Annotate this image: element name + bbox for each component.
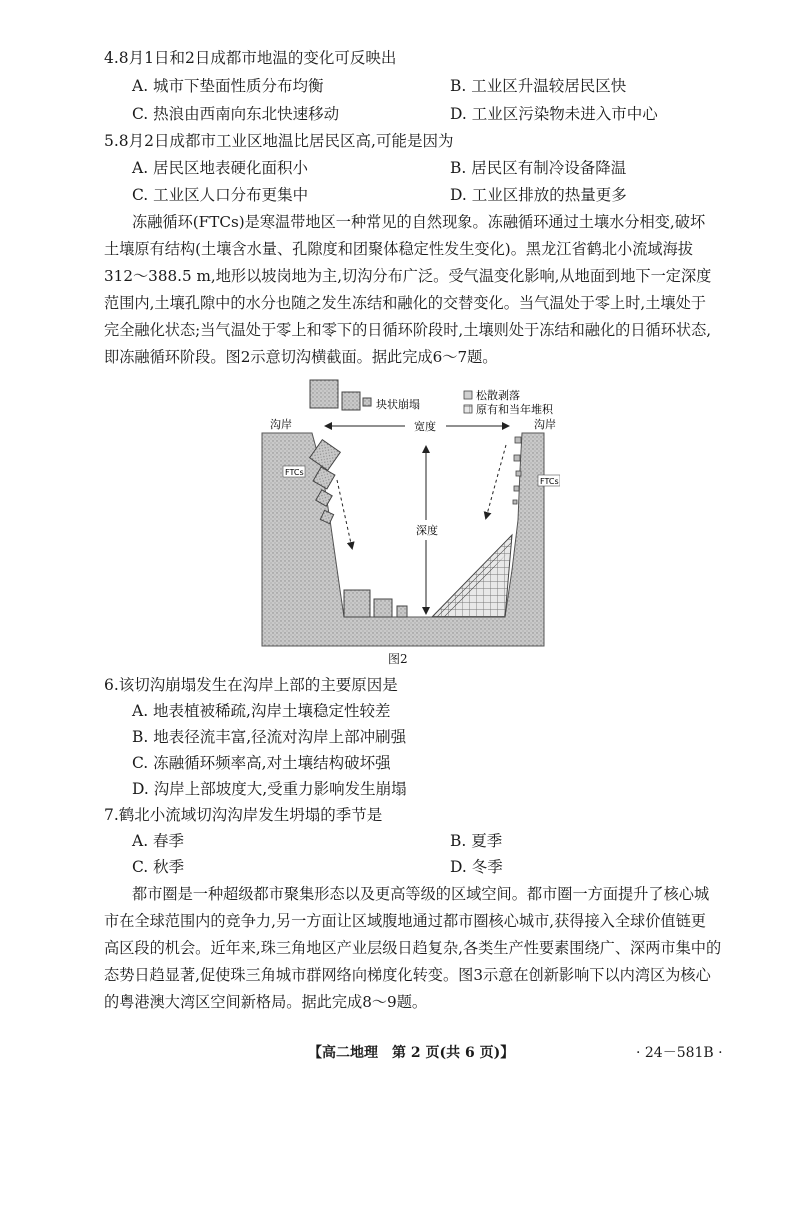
q7-option-c: C. 秋季 xyxy=(132,858,185,876)
passage2-line-3: 高区段的机会。近年来,珠三角地区产业层级日趋复杂,各类生产性要素围绕广、深两市集中的 xyxy=(104,939,722,957)
passage2-line-1: 都市圈是一种超级都市聚集形态以及更高等级的区域空间。都市圈一方面提升了核心城 xyxy=(132,885,710,903)
figure-caption: 图2 xyxy=(388,652,408,666)
passage1-line-4: 范围内,土壤孔隙中的水分也随之发生冻结和融化的交替变化。当气温处于零上时,土壤处于 xyxy=(104,294,706,312)
passage1-line-3: 312～388.5 m,地形以坡岗地为主,切沟分布广泛。受气温变化影响,从地面到地下一定深度 xyxy=(104,267,712,285)
right-bank-label: 沟岸 xyxy=(534,418,556,431)
fallen-blocks xyxy=(344,590,407,617)
q5-stem: 5.8月2日成都市工业区地温比居民区高,可能是因为 xyxy=(104,132,454,150)
q7-option-b: B. 夏季 xyxy=(450,832,503,850)
q7-option-a: A. 春季 xyxy=(132,832,185,850)
q6-option-b: B. 地表径流丰富,径流对沟岸上部冲刷强 xyxy=(132,728,407,746)
q6-option-c: C. 冻融循环频率高,对土壤结构破坏强 xyxy=(132,754,391,772)
q5-option-b: B. 居民区有制冷设备降温 xyxy=(450,159,627,177)
q4-stem: 4.8月1日和2日成都市地温的变化可反映出 xyxy=(104,49,397,67)
gully-cross-section-figure xyxy=(240,372,560,662)
passage1-line-2: 土壤原有结构(土壤含水量、孔隙度和团聚体稳定性发生变化)。黑龙江省鹤北小流域海拔 xyxy=(104,240,693,258)
q5-option-c: C. 工业区人口分布更集中 xyxy=(132,186,309,204)
legend-loose-flaking: 松散剥落 xyxy=(476,389,520,402)
q6-option-a: A. 地表植被稀疏,沟岸土壤稳定性较差 xyxy=(132,702,391,720)
ftcs-left-label: FTCs xyxy=(285,468,304,477)
width-label: 宽度 xyxy=(414,420,436,433)
passage2-line-4: 态势日趋显著,促使珠三角城市群网络向梯度化转变。图3示意在创新影响下以内湾区为核心 xyxy=(104,966,711,984)
q4-option-d: D. 工业区污染物未进入市中心 xyxy=(450,105,658,123)
q5-option-d: D. 工业区排放的热量更多 xyxy=(450,186,627,204)
left-bank-label: 沟岸 xyxy=(270,418,292,431)
q5-option-a: A. 居民区地表硬化面积小 xyxy=(132,159,309,177)
depth-label: 深度 xyxy=(416,524,438,537)
q4-option-a: A. 城市下垫面性质分布均衡 xyxy=(132,77,324,95)
fall-arrow-left xyxy=(337,480,352,548)
q4-option-b: B. 工业区升温较居民区快 xyxy=(450,77,627,95)
ftcs-right-label: FTCs xyxy=(540,477,559,486)
legend-deposit: 原有和当年堆积 xyxy=(476,403,553,416)
q4-option-c: C. 热浪由西南向东北快速移动 xyxy=(132,105,340,123)
passage2-line-2: 市在全球范围内的竞争力,另一方面让区域腹地通过都市圈核心城市,获得接入全球价值链更 xyxy=(104,912,706,930)
legend-block-collapse: 块状崩塌 xyxy=(376,398,420,411)
legend-deposit-swatch xyxy=(464,405,472,413)
q6-option-d: D. 沟岸上部坡度大,受重力影响发生崩塌 xyxy=(132,780,407,798)
passage2-line-5: 的粤港澳大湾区空间新格局。据此完成8～9题。 xyxy=(104,993,428,1011)
fall-arrow-right xyxy=(486,445,506,518)
q7-option-d: D. 冬季 xyxy=(450,858,503,876)
legend-loose-swatch xyxy=(464,391,472,399)
q6-stem: 6.该切沟崩塌发生在沟岸上部的主要原因是 xyxy=(104,676,398,694)
footer-code: · 24－581B · xyxy=(636,1045,723,1061)
q7-stem: 7.鹤北小流域切沟沟岸发生坍塌的季节是 xyxy=(104,806,383,824)
passage1-line-6: 即冻融循环阶段。图2示意切沟横截面。据此完成6～7题。 xyxy=(104,348,498,366)
legend-block-icons xyxy=(310,380,371,410)
footer-page-info: 【高二地理 第 2 页(共 6 页)】 xyxy=(308,1045,515,1061)
passage1-line-5: 完全融化状态;当气温处于零上和零下的日循环阶段时,土壤则处于冻结和融化的日循环状态, xyxy=(104,321,712,339)
passage1-line-1: 冻融循环(FTCs)是寒温带地区一种常见的自然现象。冻融循环通过土壤水分相变,破坏 xyxy=(132,213,706,231)
